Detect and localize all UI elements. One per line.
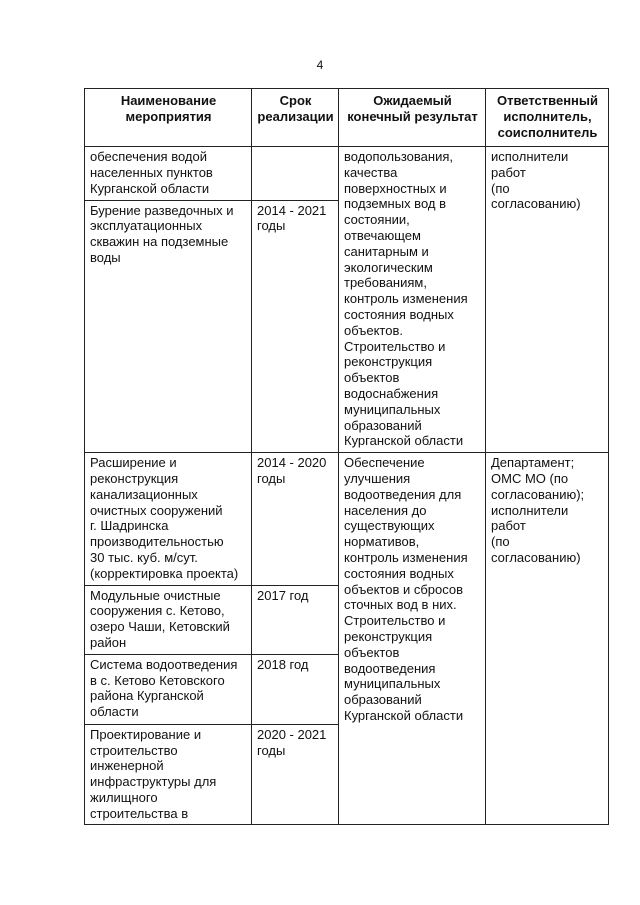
table-row <box>85 453 609 585</box>
table-header-row <box>85 89 609 147</box>
result-cell: водопользования, качества поверхностных и подземных вод в состоянии, отвечающем санитарным и экологическим требованиям, контроль изменения состояния водных объектов. Строительство и реконструкция объектов водоснабжения муниципальных образований Курганской области <box>339 147 486 453</box>
header-responsible: Ответственный исполнитель, соисполнитель <box>486 89 609 147</box>
term-cell: 2018 год <box>252 654 339 724</box>
measure-name-cell: обеспечения водой населенных пунктов Курганской области <box>85 147 252 201</box>
measures-table <box>84 88 609 825</box>
responsible-cell: исполнители работ (по согласованию) <box>486 147 609 453</box>
term-cell: 2020 - 2021 годы <box>252 724 339 825</box>
measure-name-cell: Модульные очистные сооружения с. Кетово, озеро Чаши, Кетовский район <box>85 585 252 654</box>
table-row <box>85 147 609 201</box>
term-cell: 2014 - 2021 годы <box>252 200 339 453</box>
header-name: Наименование мероприятия <box>85 89 252 147</box>
term-cell <box>252 147 339 201</box>
page-number: 4 <box>316 58 324 72</box>
result-cell: Обеспечение улучшения водоотведения для населения до существующих нормативов, контроль изменения состояния водных объектов и сбросов сточных вод в них. Строительство и реконструкция объектов водоотведения муниципальных образований Курганской области <box>339 453 486 825</box>
term-cell: 2014 - 2020 годы <box>252 453 339 585</box>
measure-name-cell: Бурение разведочных и эксплуатационных скважин на подземные воды <box>85 200 252 453</box>
measure-name-cell: Проектирование и строительство инженерной инфраструктуры для жилищного строительства в <box>85 724 252 825</box>
header-result: Ожидаемый конечный результат <box>339 89 486 147</box>
measure-name-cell: Система водоотведения в с. Кетово Кетовского района Курганской области <box>85 654 252 724</box>
header-term: Срок реализации <box>252 89 339 147</box>
term-cell: 2017 год <box>252 585 339 654</box>
measure-name-cell: Расширение и реконструкция канализационных очистных сооружений г. Шадринска производительностью 30 тыс. куб. м/сут. (корректировка проекта) <box>85 453 252 585</box>
responsible-cell: Департамент; ОМС МО (по согласованию); исполнители работ (по согласованию) <box>486 453 609 825</box>
